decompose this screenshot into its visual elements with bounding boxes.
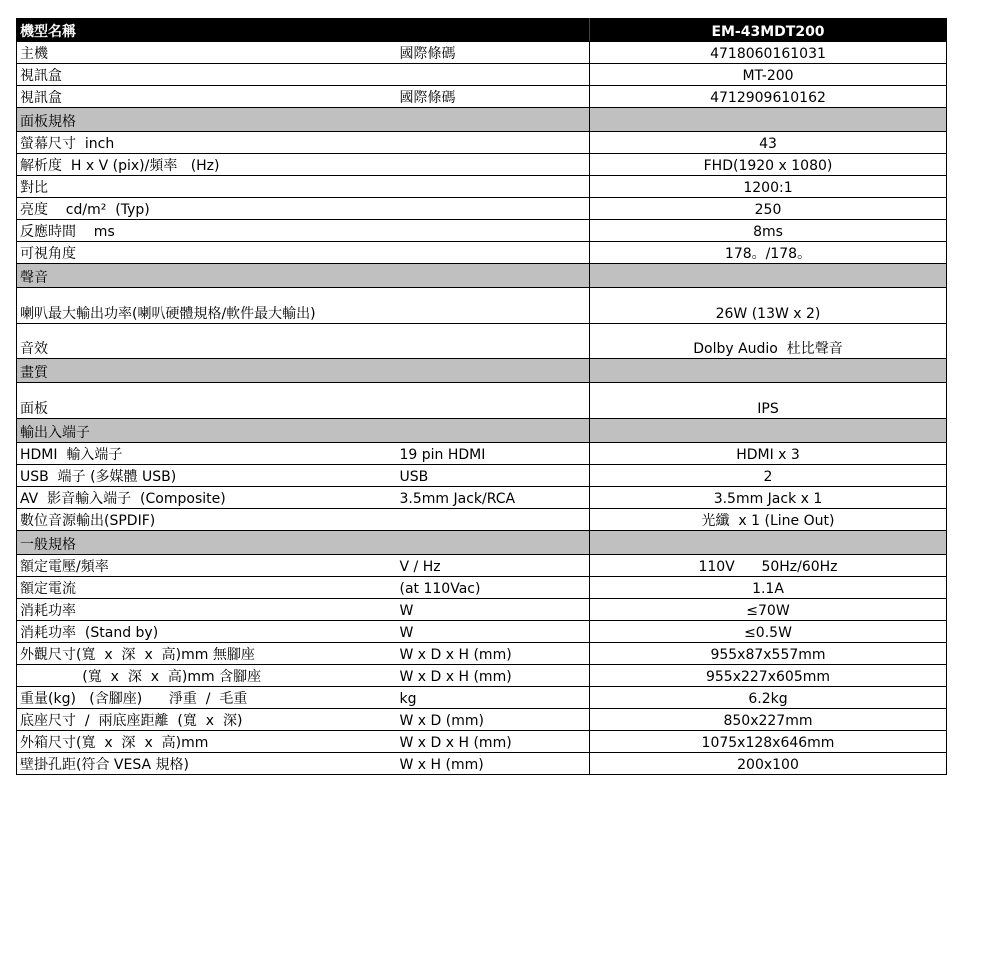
spec-unit: W x H (mm) bbox=[397, 752, 590, 774]
spec-unit bbox=[397, 219, 590, 241]
spec-label: 一般規格 bbox=[17, 530, 397, 554]
spec-unit: kg bbox=[397, 686, 590, 708]
spec-label: 螢幕尺寸 inch bbox=[17, 131, 397, 153]
spec-label: 輸出入端子 bbox=[17, 418, 397, 442]
spec-value: MT-200 bbox=[590, 63, 947, 85]
spec-value: 8ms bbox=[590, 219, 947, 241]
spec-row bbox=[17, 442, 947, 464]
spec-label: 視訊盒 bbox=[17, 85, 397, 107]
spec-value: 26W (13W x 2) bbox=[590, 287, 947, 323]
spec-unit bbox=[397, 18, 590, 41]
spec-unit bbox=[397, 263, 590, 287]
spec-label: (寬 x 深 x 高)mm 含腳座 bbox=[17, 664, 397, 686]
spec-unit bbox=[397, 508, 590, 530]
spec-row bbox=[17, 197, 947, 219]
spec-row bbox=[17, 153, 947, 175]
spec-label: 反應時間 ms bbox=[17, 219, 397, 241]
spec-row bbox=[17, 620, 947, 642]
spec-row bbox=[17, 486, 947, 508]
spec-unit: W x D x H (mm) bbox=[397, 730, 590, 752]
spec-row bbox=[17, 598, 947, 620]
section-row bbox=[17, 530, 947, 554]
section-row bbox=[17, 263, 947, 287]
spec-value: 955x87x557mm bbox=[590, 642, 947, 664]
spec-unit bbox=[397, 241, 590, 263]
spec-unit: (at 110Vac) bbox=[397, 576, 590, 598]
spec-value: 4718060161031 bbox=[590, 41, 947, 63]
spec-value bbox=[590, 530, 947, 554]
spec-value: 1.1A bbox=[590, 576, 947, 598]
spec-label: 額定電壓/頻率 bbox=[17, 554, 397, 576]
spec-label: 消耗功率 bbox=[17, 598, 397, 620]
spec-value: ≤70W bbox=[590, 598, 947, 620]
spec-label: 底座尺寸 / 兩底座距離 (寬 x 深) bbox=[17, 708, 397, 730]
spec-label: 外箱尺寸(寬 x 深 x 高)mm bbox=[17, 730, 397, 752]
spec-unit bbox=[397, 63, 590, 85]
spec-value: 110V 50Hz/60Hz bbox=[590, 554, 947, 576]
spec-row bbox=[17, 708, 947, 730]
spec-row bbox=[17, 175, 947, 197]
spec-label: 額定電流 bbox=[17, 576, 397, 598]
spec-row bbox=[17, 554, 947, 576]
spec-unit bbox=[397, 131, 590, 153]
spec-unit bbox=[397, 358, 590, 382]
section-row bbox=[17, 107, 947, 131]
spec-value: 4712909610162 bbox=[590, 85, 947, 107]
spec-row bbox=[17, 686, 947, 708]
spec-row bbox=[17, 219, 947, 241]
spec-unit bbox=[397, 153, 590, 175]
spec-label: 消耗功率 (Stand by) bbox=[17, 620, 397, 642]
spec-unit: V / Hz bbox=[397, 554, 590, 576]
spec-label: 喇叭最大輸出功率(喇叭硬體規格/軟件最大輸出) bbox=[17, 287, 397, 323]
spec-value: FHD(1920 x 1080) bbox=[590, 153, 947, 175]
spec-value: EM-43MDT200 bbox=[590, 18, 947, 41]
spec-value: 光纖 x 1 (Line Out) bbox=[590, 508, 947, 530]
spec-row bbox=[17, 323, 947, 358]
spec-unit: USB bbox=[397, 464, 590, 486]
spec-unit: 19 pin HDMI bbox=[397, 442, 590, 464]
spec-label: 外觀尺寸(寬 x 深 x 高)mm 無腳座 bbox=[17, 642, 397, 664]
spec-unit: 國際條碼 bbox=[397, 85, 590, 107]
spec-value: 2 bbox=[590, 464, 947, 486]
spec-unit bbox=[397, 323, 590, 358]
spec-label: USB 端子 (多媒體 USB) bbox=[17, 464, 397, 486]
header-row bbox=[17, 18, 947, 41]
spec-label: AV 影音輸入端子 (Composite) bbox=[17, 486, 397, 508]
spec-unit bbox=[397, 382, 590, 418]
spec-value: HDMI x 3 bbox=[590, 442, 947, 464]
spec-label: 聲音 bbox=[17, 263, 397, 287]
spec-row bbox=[17, 730, 947, 752]
spec-unit: W bbox=[397, 598, 590, 620]
spec-row bbox=[17, 752, 947, 774]
spec-label: 視訊盒 bbox=[17, 63, 397, 85]
spec-label: 面板規格 bbox=[17, 107, 397, 131]
spec-unit bbox=[397, 418, 590, 442]
spec-row bbox=[17, 664, 947, 686]
spec-row bbox=[17, 131, 947, 153]
spec-unit: 3.5mm Jack/RCA bbox=[397, 486, 590, 508]
spec-unit: 國際條碼 bbox=[397, 41, 590, 63]
section-row bbox=[17, 418, 947, 442]
spec-unit bbox=[397, 175, 590, 197]
spec-label: 可視角度 bbox=[17, 241, 397, 263]
spec-label: 面板 bbox=[17, 382, 397, 418]
spec-row bbox=[17, 642, 947, 664]
spec-row bbox=[17, 576, 947, 598]
spec-value: ≤0.5W bbox=[590, 620, 947, 642]
spec-label: HDMI 輸入端子 bbox=[17, 442, 397, 464]
spec-label: 解析度 H x V (pix)/頻率 (Hz) bbox=[17, 153, 397, 175]
spec-label: 數位音源輸出(SPDIF) bbox=[17, 508, 397, 530]
spec-value: 200x100 bbox=[590, 752, 947, 774]
spec-value bbox=[590, 358, 947, 382]
spec-label: 壁掛孔距(符合 VESA 規格) bbox=[17, 752, 397, 774]
spec-table bbox=[16, 18, 947, 775]
spec-row bbox=[17, 382, 947, 418]
spec-label: 對比 bbox=[17, 175, 397, 197]
spec-unit: W x D x H (mm) bbox=[397, 664, 590, 686]
spec-unit: W x D (mm) bbox=[397, 708, 590, 730]
spec-value: 178。/178。 bbox=[590, 241, 947, 263]
spec-row bbox=[17, 85, 947, 107]
spec-label: 重量(kg) (含腳座) 淨重 / 毛重 bbox=[17, 686, 397, 708]
spec-label: 音效 bbox=[17, 323, 397, 358]
spec-value: 3.5mm Jack x 1 bbox=[590, 486, 947, 508]
spec-value: 850x227mm bbox=[590, 708, 947, 730]
spec-value: Dolby Audio 杜比聲音 bbox=[590, 323, 947, 358]
spec-row bbox=[17, 41, 947, 63]
spec-row bbox=[17, 287, 947, 323]
spec-row bbox=[17, 63, 947, 85]
spec-value: 250 bbox=[590, 197, 947, 219]
spec-value: 6.2kg bbox=[590, 686, 947, 708]
spec-unit bbox=[397, 107, 590, 131]
spec-value: 43 bbox=[590, 131, 947, 153]
spec-value: 955x227x605mm bbox=[590, 664, 947, 686]
spec-value: IPS bbox=[590, 382, 947, 418]
spec-value: 1075x128x646mm bbox=[590, 730, 947, 752]
spec-unit: W x D x H (mm) bbox=[397, 642, 590, 664]
spec-unit bbox=[397, 530, 590, 554]
spec-value bbox=[590, 418, 947, 442]
spec-unit bbox=[397, 287, 590, 323]
spec-label: 畫質 bbox=[17, 358, 397, 382]
spec-label: 機型名稱 bbox=[17, 18, 397, 41]
spec-unit bbox=[397, 197, 590, 219]
spec-row bbox=[17, 241, 947, 263]
spec-value bbox=[590, 263, 947, 287]
spec-label: 主機 bbox=[17, 41, 397, 63]
spec-row bbox=[17, 508, 947, 530]
section-row bbox=[17, 358, 947, 382]
spec-value: 1200:1 bbox=[590, 175, 947, 197]
spec-unit: W bbox=[397, 620, 590, 642]
spec-row bbox=[17, 464, 947, 486]
spec-label: 亮度 cd/m² (Typ) bbox=[17, 197, 397, 219]
spec-value bbox=[590, 107, 947, 131]
